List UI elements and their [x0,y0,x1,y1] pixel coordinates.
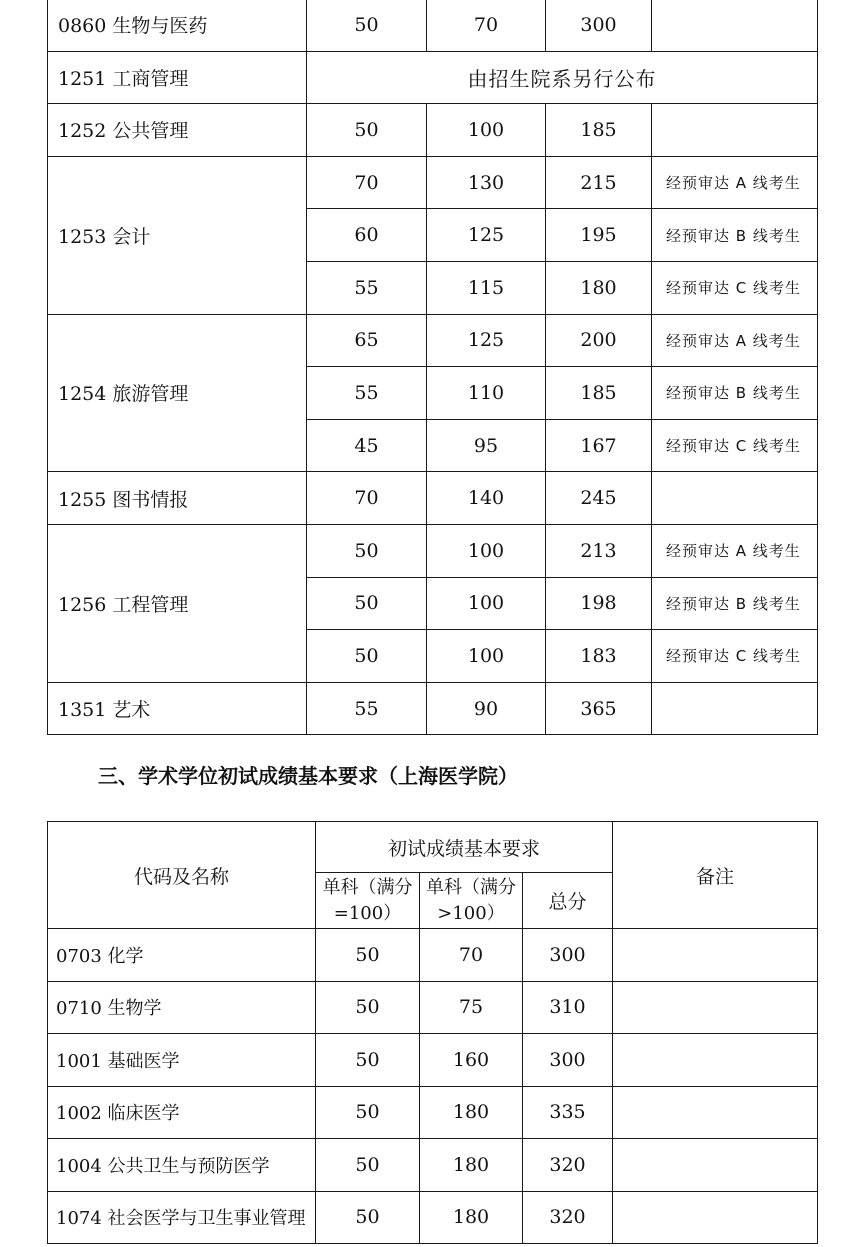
single-subject-100: 50 [316,1139,420,1192]
single-subject-100: 50 [307,0,427,51]
program-name: 1255 图书情报 [48,472,307,525]
table-row [48,472,818,525]
single-subject-gt100: 115 [427,261,546,314]
header-remarks: 备注 [613,822,818,929]
score-table-professional [47,0,818,735]
table-row [48,104,818,157]
remarks [613,1034,818,1087]
remarks: 经预审达 C 线考生 [652,419,818,472]
program-name: 1254 旅游管理 [48,314,307,472]
single-subject-100: 50 [307,630,427,683]
remarks [652,472,818,525]
single-subject-gt100: 100 [427,104,546,157]
total-score: 185 [546,367,652,420]
program-name: 0703 化学 [48,929,316,982]
single-subject-gt100: 100 [427,577,546,630]
single-subject-gt100: 180 [420,1191,523,1244]
remarks: 经预审达 A 线考生 [652,156,818,209]
remarks [652,104,818,157]
table-row [48,929,818,982]
single-subject-gt100: 110 [427,367,546,420]
single-subject-gt100: 100 [427,630,546,683]
total-score: 213 [546,524,652,577]
remarks: 经预审达 B 线考生 [652,209,818,262]
table-row [48,1139,818,1192]
table-row [48,1034,818,1087]
total-score: 300 [546,0,652,51]
single-subject-100: 50 [307,524,427,577]
single-subject-gt100: 100 [427,524,546,577]
single-subject-gt100: 180 [420,1086,523,1139]
program-name: 0710 生物学 [48,981,316,1034]
single-subject-100: 50 [316,981,420,1034]
remarks [613,981,818,1034]
single-subject-gt100: 95 [427,419,546,472]
single-subject-gt100: 125 [427,209,546,262]
program-name: 1351 艺术 [48,682,307,735]
table-row [48,156,818,209]
single-subject-gt100: 90 [427,682,546,735]
total-score: 215 [546,156,652,209]
single-subject-gt100: 70 [420,929,523,982]
remarks: 经预审达 B 线考生 [652,577,818,630]
total-score: 180 [546,261,652,314]
single-subject-gt100: 125 [427,314,546,367]
table-row [48,0,818,51]
table-row [48,524,818,577]
header-code-name: 代码及名称 [48,822,316,929]
total-score: 245 [546,472,652,525]
remarks: 经预审达 A 线考生 [652,524,818,577]
single-subject-gt100: 180 [420,1139,523,1192]
table-row [48,1086,818,1139]
table-row [48,1191,818,1244]
program-name: 0860 生物与医药 [48,0,307,51]
single-subject-gt100: 75 [420,981,523,1034]
single-subject-100: 50 [316,1191,420,1244]
header-single-100: 单科（满分=100） [316,873,420,929]
remarks [613,1191,818,1244]
total-score: 167 [546,419,652,472]
single-subject-gt100: 140 [427,472,546,525]
header-single-gt100: 单科（满分>100） [420,873,523,929]
single-subject-gt100: 160 [420,1034,523,1087]
program-name: 1001 基础医学 [48,1034,316,1087]
single-subject-100: 50 [307,104,427,157]
total-score: 183 [546,630,652,683]
single-subject-100: 65 [307,314,427,367]
remarks: 经预审达 A 线考生 [652,314,818,367]
single-subject-gt100: 130 [427,156,546,209]
total-score: 195 [546,209,652,262]
program-name: 1002 临床医学 [48,1086,316,1139]
total-score: 198 [546,577,652,630]
single-subject-100: 55 [307,682,427,735]
single-subject-100: 50 [316,1086,420,1139]
single-subject-100: 50 [316,929,420,982]
remarks [613,1086,818,1139]
remarks [613,1139,818,1192]
remarks: 经预审达 C 线考生 [652,261,818,314]
remarks: 经预审达 B 线考生 [652,367,818,420]
total-score: 365 [546,682,652,735]
remarks [652,682,818,735]
total-score: 185 [546,104,652,157]
header-row [48,822,818,873]
remarks [652,0,818,51]
program-name: 1251 工商管理 [48,51,307,104]
total-score: 200 [546,314,652,367]
single-subject-100: 50 [307,577,427,630]
program-name: 1252 公共管理 [48,104,307,157]
table-row [48,682,818,735]
total-score: 300 [523,929,613,982]
program-name: 1256 工程管理 [48,524,307,682]
program-name: 1004 公共卫生与预防医学 [48,1139,316,1192]
total-score: 335 [523,1086,613,1139]
single-subject-100: 55 [307,367,427,420]
table-row [48,51,818,104]
header-group: 初试成绩基本要求 [316,822,613,873]
remarks [613,929,818,982]
single-subject-100: 45 [307,419,427,472]
total-score: 320 [523,1139,613,1192]
table-row [48,981,818,1034]
total-score: 300 [523,1034,613,1087]
single-subject-100: 70 [307,156,427,209]
merged-notice: 由招生院系另行公布 [307,51,818,104]
remarks: 经预审达 C 线考生 [652,630,818,683]
single-subject-100: 55 [307,261,427,314]
table-row [48,314,818,367]
program-name: 1074 社会医学与卫生事业管理 [48,1191,316,1244]
score-table-academic [47,821,818,1244]
section-heading: 三、学术学位初试成绩基本要求（上海医学院） [98,764,518,788]
header-total: 总分 [523,873,613,929]
total-score: 310 [523,981,613,1034]
single-subject-100: 60 [307,209,427,262]
total-score: 320 [523,1191,613,1244]
single-subject-100: 70 [307,472,427,525]
single-subject-gt100: 70 [427,0,546,51]
single-subject-100: 50 [316,1034,420,1087]
program-name: 1253 会计 [48,156,307,314]
